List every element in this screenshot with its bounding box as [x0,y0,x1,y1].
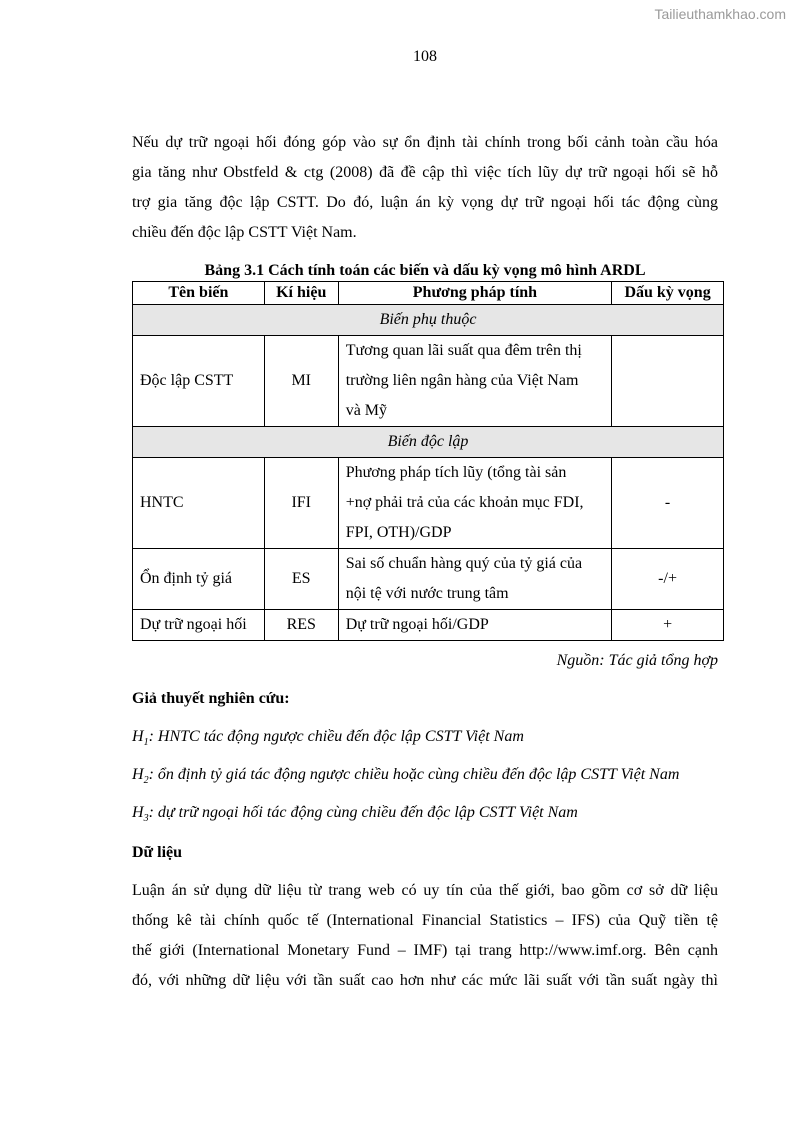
hypothesis-label: H [132,766,144,783]
hypothesis-text: : dự trữ ngoại hối tác động cùng chiều đến độc lập CSTT Việt Nam [148,804,578,821]
table-row [133,458,724,549]
variable-method [338,458,611,549]
intro-line: Nếu dự trữ ngoại hối đóng góp vào sự ổn định tài chính trong bối cảnh toàn cầu hóa [132,134,718,151]
variable-symbol: RES [264,610,338,641]
variables-table [132,281,724,641]
hypothesis-label: H [132,728,144,745]
method-line: và Mỹ [345,402,388,419]
page-number: 108 [413,48,437,65]
hypothesis-index: 1 [143,737,149,749]
method-line: Phương pháp tích lũy (tổng tài sản [345,464,567,481]
method-line: Dự trữ ngoại hối/GDP [345,616,489,633]
variable-name: Ổn định tỷ giá [133,549,265,610]
data-line: đó, với những dữ liệu với tần suất cao hơn như các mức lãi suất với tần suất ngày thì [132,972,718,989]
method-line: Sai số chuẩn hàng quý của tỷ giá của [345,555,583,572]
variable-method [338,336,611,427]
section-label: Biến độc lập [133,427,724,458]
data-line: Luận án sử dụng dữ liệu từ trang web có uy tín của thế giới, bao gồm cơ sở dữ liệu [132,882,718,899]
section-row-independent [133,427,724,458]
variable-symbol: MI [264,336,338,427]
method-line: Tương quan lãi suất qua đêm trên thị [345,342,582,359]
hypothesis-1 [132,728,524,748]
intro-paragraph [132,128,718,248]
hypothesis-text: : HNTC tác động ngược chiều đến độc lập CSTT Việt Nam [148,728,524,745]
method-line: trường liên ngân hàng của Việt Nam [345,372,579,389]
intro-line: trợ gia tăng độc lập CSTT. Do đó, luận án kỳ vọng dự trữ ngoại hối tác động cùng [132,194,718,211]
section-row-dependent [133,305,724,336]
intro-line: gia tăng như Obstfeld & ctg (2008) đã đề cập thì việc tích lũy dự trữ ngoại hối sẽ hỗ [132,164,718,181]
variable-symbol: IFI [264,458,338,549]
variable-name: HNTC [133,458,265,549]
table-row [133,549,724,610]
hypothesis-index: 3 [143,813,149,825]
method-line: FPI, OTH)/GDP [345,524,452,541]
expected-sign: -/+ [612,549,724,610]
watermark: Tailieuthamkhao.com [654,6,786,22]
hypothesis-3 [132,804,578,824]
method-line: +nợ phải trả của các khoản mục FDI, [345,494,584,511]
header-variable-name: Tên biến [133,282,265,305]
expected-sign [612,336,724,427]
variable-name: Dự trữ ngoại hối [133,610,265,641]
variable-name: Độc lập CSTT [133,336,265,427]
section-label: Biến phụ thuộc [133,305,724,336]
hypotheses-heading: Giả thuyết nghiên cứu: [132,690,290,707]
variable-symbol: ES [264,549,338,610]
table-caption: Bảng 3.1 Cách tính toán các biến và dấu kỳ vọng mô hình ARDL [204,262,646,279]
data-line: thế giới (International Monetary Fund – IMF) tại trang http://www.imf.org. Bên cạnh [132,942,718,959]
table-header-row [133,282,724,305]
header-symbol: Kí hiệu [264,282,338,305]
expected-sign: + [612,610,724,641]
data-heading: Dữ liệu [132,844,183,861]
method-line: nội tệ với nước trung tâm [345,585,509,602]
intro-line: chiều đến độc lập CSTT Việt Nam. [132,224,357,241]
header-expected-sign: Dấu kỳ vọng [612,282,724,305]
header-method: Phương pháp tính [338,282,611,305]
hypothesis-index: 2 [143,775,149,787]
data-paragraph [132,876,718,996]
hypothesis-2 [132,766,679,786]
table-source: Nguồn: Tác giả tổng hợp [556,652,718,669]
table-row [133,336,724,427]
hypothesis-label: H [132,804,144,821]
variable-method [338,549,611,610]
hypothesis-text: : ổn định tỷ giá tác động ngược chiều hoặc cùng chiều đến độc lập CSTT Việt Nam [148,766,680,783]
data-line: thống kê tài chính quốc tế (International Financial Statistics – IFS) của Quỹ tiền tệ [132,912,718,929]
table-row [133,610,724,641]
variable-method [338,610,611,641]
expected-sign: - [612,458,724,549]
